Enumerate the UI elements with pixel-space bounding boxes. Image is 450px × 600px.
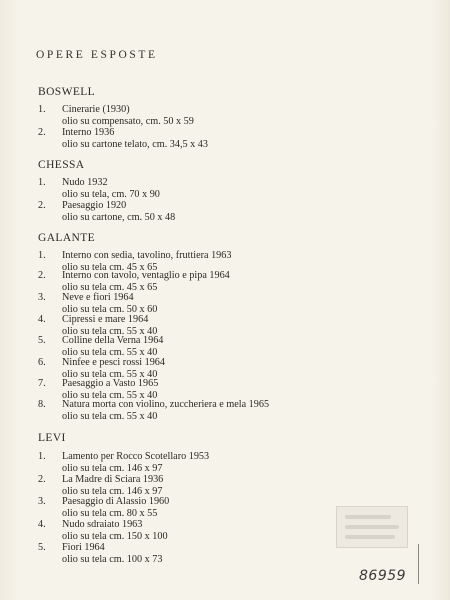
work-title: Ninfee e pesci rossi 1964 [62, 357, 165, 368]
item-number: 1. [38, 177, 46, 188]
work-detail: olio su tela cm. 50 x 60 [62, 303, 158, 315]
item-number: 5. [38, 542, 46, 553]
work-detail: olio su tela cm. 55 x 40 [62, 389, 158, 401]
work-detail: olio su tela cm. 55 x 40 [62, 325, 158, 337]
item-number: 1. [38, 250, 46, 261]
item-number: 3. [38, 292, 46, 303]
work-title: Interno con tavolo, ventaglio e pipa 1964 [62, 270, 230, 281]
work-title: Natura morta con violino, zuccheriera e mela 1965 [62, 399, 270, 410]
work-detail: olio su compensato, cm. 50 x 59 [62, 115, 194, 127]
work-detail: olio su cartone telato, cm. 34,5 x 43 [62, 138, 208, 150]
item-number: 2. [38, 270, 46, 281]
work-title: Interno con sedia, tavolino, fruttiera 1963 [62, 250, 232, 261]
item-number: 2. [38, 200, 46, 211]
page-title: OPERE ESPOSTE [36, 49, 158, 61]
work-detail: olio su tela cm. 45 x 65 [62, 261, 158, 273]
item-number: 3. [38, 496, 46, 507]
work-title: Cipressi e mare 1964 [62, 314, 149, 325]
work-title: Nudo sdraiato 1963 [62, 519, 143, 530]
item-number: 6. [38, 357, 46, 368]
work-detail: olio su cartone, cm. 50 x 48 [62, 211, 176, 223]
work-detail: olio su tela cm. 55 x 40 [62, 410, 158, 422]
work-detail: olio su tela cm. 146 x 97 [62, 485, 163, 497]
section-heading-chessa: CHESSA [38, 159, 85, 171]
work-detail: olio su tela cm. 80 x 55 [62, 507, 158, 519]
item-number: 2. [38, 474, 46, 485]
work-detail: olio su tela cm. 55 x 40 [62, 346, 158, 358]
work-detail: olio su tela cm. 150 x 100 [62, 530, 168, 542]
item-number: 8. [38, 399, 46, 410]
work-title: Colline della Verna 1964 [62, 335, 164, 346]
section-heading-galante: GALANTE [38, 232, 96, 244]
item-number: 4. [38, 519, 46, 530]
work-title: Neve e fiori 1964 [62, 292, 134, 303]
work-title: Lamento per Rocco Scotellaro 1953 [62, 451, 210, 462]
margin-line [418, 544, 419, 584]
section-heading-boswell: BOSWELL [38, 86, 96, 98]
handwritten-inventory-number: 86959 [359, 568, 407, 584]
work-detail: olio su tela cm. 45 x 65 [62, 281, 158, 293]
work-detail: olio su tela, cm. 70 x 90 [62, 188, 160, 200]
library-stamp [336, 506, 408, 548]
section-heading-levi: LEVI [38, 432, 66, 444]
work-detail: olio su tela cm. 146 x 97 [62, 462, 163, 474]
work-title: Cinerarie (1930) [62, 104, 130, 115]
item-number: 5. [38, 335, 46, 346]
item-number: 1. [38, 451, 46, 462]
work-detail: olio su tela cm. 55 x 40 [62, 368, 158, 380]
work-detail: olio su tela cm. 100 x 73 [62, 553, 163, 565]
item-number: 7. [38, 378, 46, 389]
work-title: Fiori 1964 [62, 542, 105, 553]
work-title: La Madre di Sciara 1936 [62, 474, 164, 485]
work-title: Nudo 1932 [62, 177, 108, 188]
work-title: Paesaggio 1920 [62, 200, 127, 211]
work-title: Paesaggio di Alassio 1960 [62, 496, 170, 507]
item-number: 1. [38, 104, 46, 115]
item-number: 2. [38, 127, 46, 138]
work-title: Interno 1936 [62, 127, 115, 138]
work-title: Paesaggio a Vasto 1965 [62, 378, 159, 389]
item-number: 4. [38, 314, 46, 325]
